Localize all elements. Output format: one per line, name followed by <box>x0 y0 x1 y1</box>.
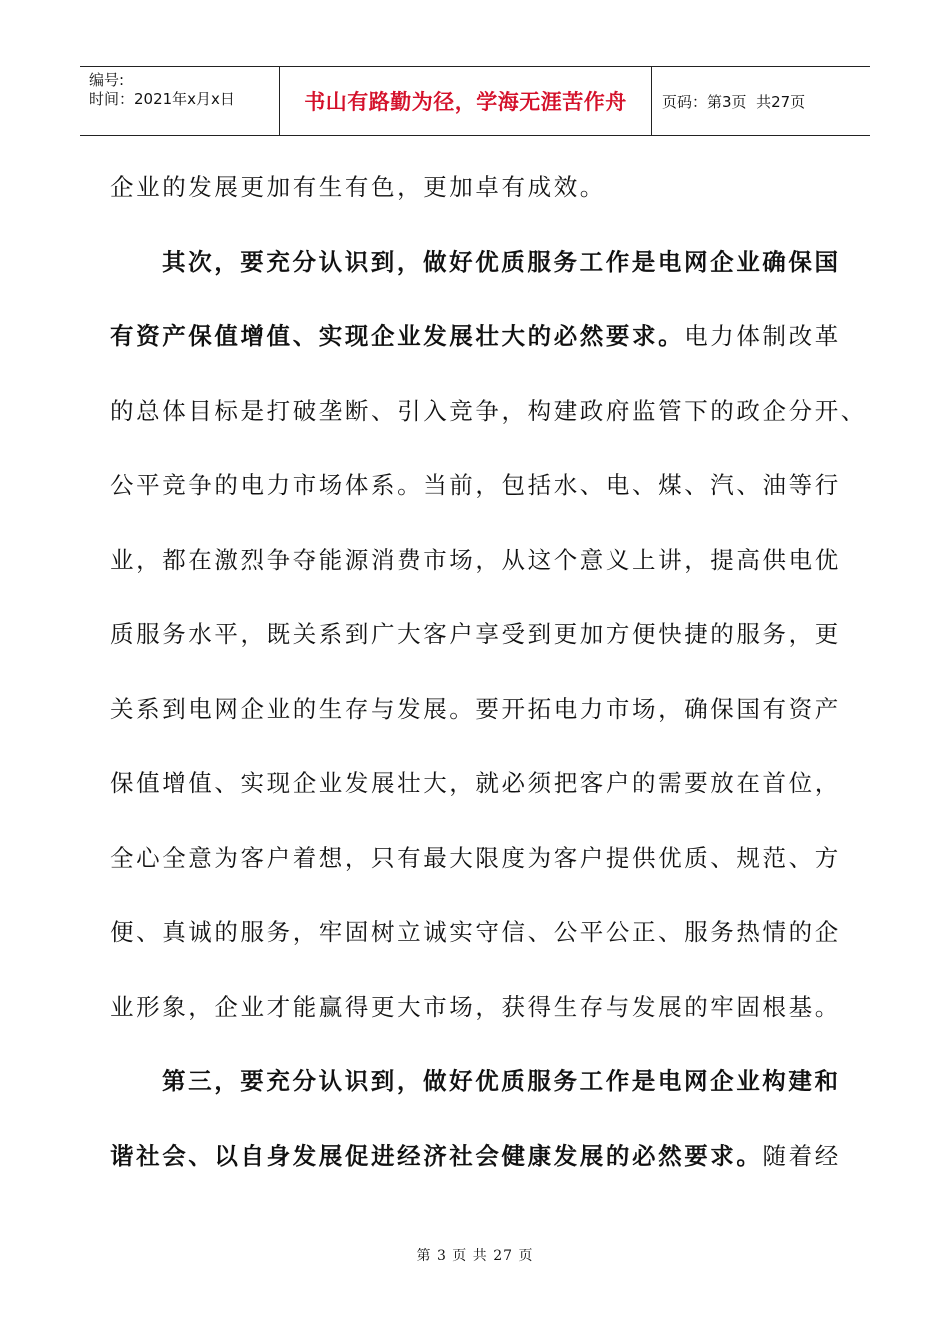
text-line <box>110 523 850 598</box>
line-text: 随着经 <box>762 1141 841 1170</box>
time-label: 时间：2021年x月x日 <box>89 90 235 108</box>
header-page-info <box>652 67 870 135</box>
header-motto: 书山有路勤为径，学海无涯苦作舟 <box>280 67 652 135</box>
line-text: 业，都在激烈争夺能源消费市场，从这个意义上讲，提高供电优 <box>110 545 841 574</box>
line-text: 关系到电网企业的生存与发展。要开拓电力市场，确保国有资产 <box>110 694 841 723</box>
line-text: 企业的发展更加有生有色，更加卓有成效。 <box>110 173 606 201</box>
text-line <box>110 225 850 300</box>
line-bold-text: 有资产保值增值、实现企业发展壮大的必然要求。 <box>110 322 685 350</box>
text-line <box>110 150 850 225</box>
text-line <box>110 374 867 449</box>
text-line <box>110 597 850 672</box>
text-line <box>110 746 850 821</box>
line-text: 便、真诚的服务，牢固树立诚实守信、公平公正、服务热情的企 <box>110 918 841 946</box>
text-line <box>110 895 850 970</box>
line-text: 的总体目标是打破垄断、引入竞争，构建政府监管下的政企分开、 <box>110 396 867 425</box>
text-line <box>110 672 850 747</box>
line-text: 电力体制改革 <box>684 322 841 350</box>
text-line <box>110 970 850 1045</box>
text-line <box>110 448 850 523</box>
header-meta <box>80 67 280 135</box>
page-header <box>80 66 870 136</box>
page-info-text: 页码：第3页 共27页 <box>662 92 806 111</box>
line-text: 保值增值、实现企业发展壮大，就必须把客户的需要放在首位， <box>110 769 841 797</box>
page-footer: 第 3 页 共 27 页 <box>416 1248 534 1264</box>
text-line <box>110 299 850 374</box>
line-text: 公平竞争的电力市场体系。当前，包括水、电、煤、汽、油等行 <box>110 471 841 499</box>
text-line <box>110 1119 850 1194</box>
line-bold-text: 第三，要充分认识到，做好优质服务工作是电网企业构建和 <box>162 1067 841 1095</box>
text-line <box>110 1044 850 1119</box>
line-bold-text: 其次，要充分认识到，做好优质服务工作是电网企业确保国 <box>162 247 841 276</box>
text-line <box>110 821 850 896</box>
number-label: 编号: <box>89 71 125 89</box>
line-bold-text: 谐社会、以自身发展促进经济社会健康发展的必然要求。 <box>110 1141 763 1170</box>
line-text: 质服务水平，既关系到广大客户享受到更加方便快捷的服务，更 <box>110 620 841 648</box>
document-body <box>110 150 867 1193</box>
line-text: 全心全意为客户着想，只有最大限度为客户提供优质、规范、方 <box>110 843 841 872</box>
line-text: 业形象，企业才能赢得更大市场，获得生存与发展的牢固根基。 <box>110 992 841 1021</box>
